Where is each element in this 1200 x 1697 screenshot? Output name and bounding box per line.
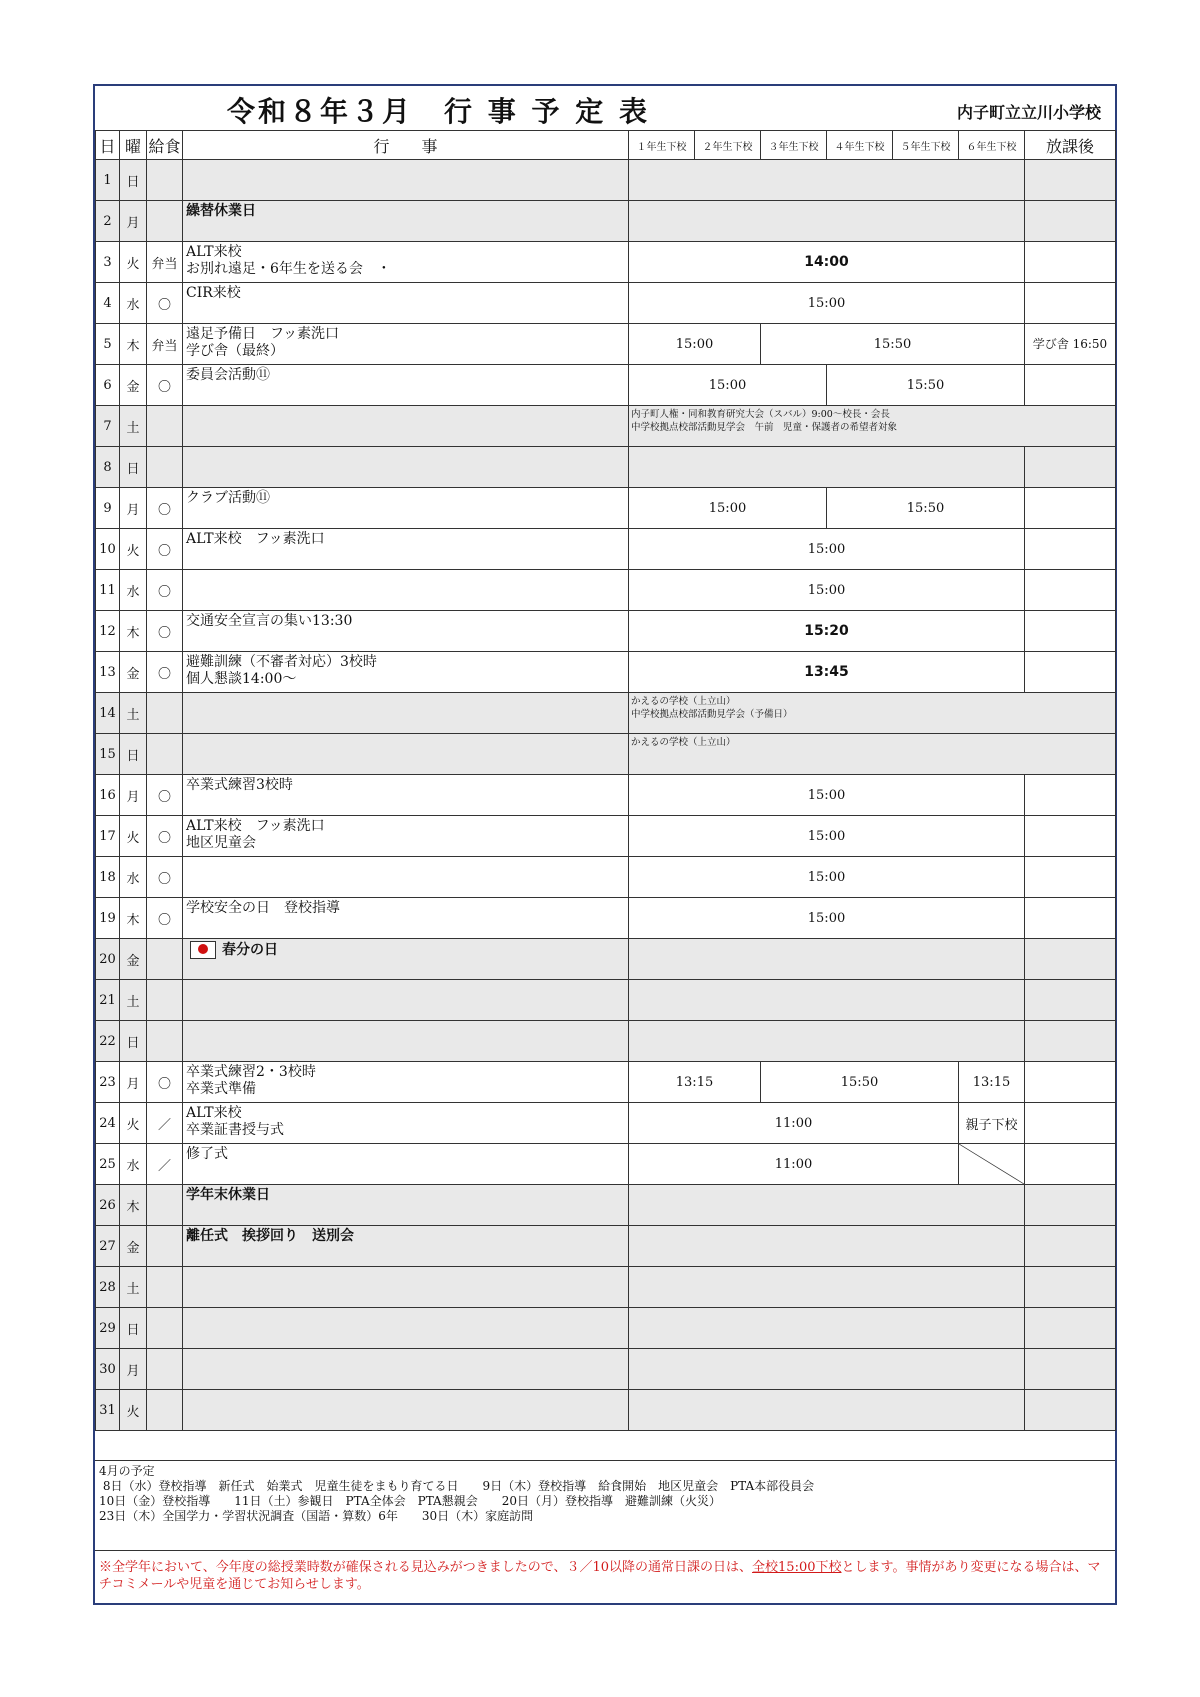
- day-cell: 9: [96, 488, 120, 529]
- event-text: 春分の日: [222, 942, 278, 958]
- dismissal-time: [629, 201, 1025, 242]
- after-school-cell: 学び舎 16:50: [1025, 324, 1116, 365]
- april-line: 10日（金）登校指導 11日（土）参観日 PTA全体会 PTA懇親会 20日（月）登校指導 避難訓練（火災）: [99, 1494, 721, 1508]
- weekday-cell: 金: [120, 939, 147, 980]
- day-cell: 23: [96, 1062, 120, 1103]
- schedule-table: [95, 130, 1116, 1431]
- event-cell: 卒業式練習3校時: [183, 775, 629, 816]
- table-row: [96, 1185, 1116, 1226]
- day-cell: 1: [96, 160, 120, 201]
- col-grade-5: ５年生下校: [893, 131, 959, 160]
- event-cell: 遠足予備日 フッ素洗口 学び舎（最終）: [183, 324, 629, 365]
- weekday-cell: 水: [120, 857, 147, 898]
- table-row: [96, 1308, 1116, 1349]
- event-cell: [183, 406, 629, 447]
- weekday-cell: 月: [120, 488, 147, 529]
- day-cell: 25: [96, 1144, 120, 1185]
- table-row: [96, 1103, 1116, 1144]
- dismissal-time: [629, 1021, 1025, 1062]
- event-cell: 学年末休業日: [183, 1185, 629, 1226]
- day-cell: 18: [96, 857, 120, 898]
- weekday-cell: 月: [120, 1062, 147, 1103]
- after-school-cell: [1025, 160, 1116, 201]
- lunch-cell: [147, 1185, 183, 1226]
- dismissal-time: 11:00: [629, 1103, 959, 1144]
- after-school-cell: [1025, 1062, 1116, 1103]
- event-cell: [183, 857, 629, 898]
- notice-text: とします。事情があり変更になる場合は、マチコミメールや児童を通じてお知らせします。: [99, 1560, 1101, 1592]
- table-row: [96, 816, 1116, 857]
- dismissal-time: 11:00: [629, 1144, 959, 1185]
- weekday-cell: 金: [120, 1226, 147, 1267]
- after-school-cell: [1025, 447, 1116, 488]
- table-row: [96, 406, 1116, 447]
- event-cell: [183, 980, 629, 1021]
- day-cell: 29: [96, 1308, 120, 1349]
- lunch-cell: [147, 980, 183, 1021]
- lunch-cell: 〇: [147, 775, 183, 816]
- dismissal-time: 13:45: [629, 652, 1025, 693]
- event-cell: ALT来校 フッ素洗口 地区児童会: [183, 816, 629, 857]
- table-row: [96, 1062, 1116, 1103]
- dismissal-time: [629, 939, 1025, 980]
- weekday-cell: 火: [120, 1103, 147, 1144]
- after-school-cell: [1025, 1185, 1116, 1226]
- weekday-cell: 水: [120, 1144, 147, 1185]
- weekday-cell: 水: [120, 283, 147, 324]
- school-name: 内子町立立川小学校: [956, 103, 1101, 122]
- event-cell: [183, 1267, 629, 1308]
- notice-text: ※全学年において、今年度の総授業時数が確保される見込みがつきましたので、３／10以降の通常日課の日は、: [99, 1560, 753, 1575]
- note-cell: かえるの学校（上立山） 中学校拠点校部活動見学会（予備日）: [629, 693, 1116, 734]
- weekday-cell: 木: [120, 611, 147, 652]
- weekday-cell: 木: [120, 324, 147, 365]
- dismissal-time: [629, 160, 1025, 201]
- lunch-cell: [147, 939, 183, 980]
- weekday-cell: 火: [120, 816, 147, 857]
- day-cell: 16: [96, 775, 120, 816]
- lunch-cell: 〇: [147, 652, 183, 693]
- day-cell: 19: [96, 898, 120, 939]
- dismissal-time: 14:00: [629, 242, 1025, 283]
- weekday-cell: 土: [120, 1267, 147, 1308]
- weekday-cell: 日: [120, 447, 147, 488]
- col-grade-2: ２年生下校: [695, 131, 761, 160]
- weekday-cell: 土: [120, 980, 147, 1021]
- table-row: [96, 857, 1116, 898]
- lunch-cell: [147, 1349, 183, 1390]
- table-row: [96, 939, 1116, 980]
- lunch-cell: [147, 201, 183, 242]
- after-school-cell: [1025, 857, 1116, 898]
- day-cell: 22: [96, 1021, 120, 1062]
- table-row: [96, 324, 1116, 365]
- lunch-cell: 〇: [147, 529, 183, 570]
- lunch-cell: 〇: [147, 283, 183, 324]
- lunch-cell: [147, 447, 183, 488]
- after-school-cell: [1025, 1103, 1116, 1144]
- table-row: [96, 775, 1116, 816]
- day-cell: 11: [96, 570, 120, 611]
- day-cell: 31: [96, 1390, 120, 1431]
- dismissal-time: 15:50: [761, 324, 1025, 365]
- day-cell: 5: [96, 324, 120, 365]
- col-weekday: 曜: [120, 131, 147, 160]
- col-events: 行 事: [183, 131, 629, 160]
- event-cell: 卒業式練習2・3校時 卒業式準備: [183, 1062, 629, 1103]
- weekday-cell: 月: [120, 201, 147, 242]
- lunch-cell: 〇: [147, 816, 183, 857]
- after-school-cell: [1025, 939, 1116, 980]
- dismissal-time: 15:00: [629, 857, 1025, 898]
- day-cell: 4: [96, 283, 120, 324]
- dismissal-time: 15:00: [629, 775, 1025, 816]
- weekday-cell: 火: [120, 1390, 147, 1431]
- crossed-cell: [959, 1144, 1025, 1185]
- weekday-cell: 火: [120, 242, 147, 283]
- day-cell: 17: [96, 816, 120, 857]
- event-cell: 繰替休業日: [183, 201, 629, 242]
- col-lunch: 給食: [147, 131, 183, 160]
- table-row: [96, 898, 1116, 939]
- after-school-cell: [1025, 1226, 1116, 1267]
- lunch-cell: 弁当: [147, 324, 183, 365]
- april-line: 8日（水）登校指導 新任式 始業式 児童生徒をまもり育てる日 9日（木）登校指導 給食開始 地区児童会 PTA本部役員会: [99, 1479, 815, 1493]
- day-cell: 13: [96, 652, 120, 693]
- day-cell: 12: [96, 611, 120, 652]
- weekday-cell: 土: [120, 406, 147, 447]
- lunch-cell: 〇: [147, 857, 183, 898]
- lunch-cell: 〇: [147, 611, 183, 652]
- event-cell: [183, 939, 629, 980]
- after-school-cell: [1025, 816, 1116, 857]
- after-school-cell: [1025, 570, 1116, 611]
- weekday-cell: 火: [120, 529, 147, 570]
- table-row: [96, 693, 1116, 734]
- dismissal-time: 15:00: [629, 365, 827, 406]
- after-school-cell: [1025, 1267, 1116, 1308]
- lunch-cell: [147, 693, 183, 734]
- april-line: 23日（木）全国学力・学習状況調査（国語・算数）6年 30日（木）家庭訪問: [99, 1509, 534, 1523]
- weekday-cell: 日: [120, 160, 147, 201]
- table-row: [96, 160, 1116, 201]
- weekday-cell: 土: [120, 693, 147, 734]
- col-after-school: 放課後: [1025, 131, 1116, 160]
- after-school-cell: [1025, 1144, 1116, 1185]
- table-row: [96, 242, 1116, 283]
- page-title: 令和８年３月 行 事 予 定 表: [227, 95, 650, 128]
- national-flag-icon: [190, 941, 216, 959]
- note-cell: かえるの学校（上立山）: [629, 734, 1116, 775]
- dismissal-time: [629, 1390, 1025, 1431]
- after-school-cell: [1025, 980, 1116, 1021]
- lunch-cell: [147, 406, 183, 447]
- event-cell: 委員会活動⑪: [183, 365, 629, 406]
- event-cell: [183, 1308, 629, 1349]
- day-cell: 20: [96, 939, 120, 980]
- day-cell: 27: [96, 1226, 120, 1267]
- after-school-cell: [1025, 1021, 1116, 1062]
- dismissal-time: 15:00: [629, 529, 1025, 570]
- day-cell: 15: [96, 734, 120, 775]
- lunch-cell: [147, 1308, 183, 1349]
- col-grade-4: ４年生下校: [827, 131, 893, 160]
- dismissal-time: [629, 1226, 1025, 1267]
- after-school-cell: [1025, 1390, 1116, 1431]
- dismissal-time: 15:50: [827, 365, 1025, 406]
- lunch-cell: [147, 160, 183, 201]
- lunch-cell: 〇: [147, 488, 183, 529]
- day-cell: 7: [96, 406, 120, 447]
- dismissal-time: [629, 1349, 1025, 1390]
- event-cell: [183, 1390, 629, 1431]
- dismissal-time: 15:50: [827, 488, 1025, 529]
- table-row: [96, 652, 1116, 693]
- table-row: [96, 734, 1116, 775]
- event-cell: [183, 734, 629, 775]
- event-cell: ALT来校 お別れ遠足・6年生を送る会 ・: [183, 242, 629, 283]
- dismissal-time: [629, 980, 1025, 1021]
- weekday-cell: 木: [120, 898, 147, 939]
- dismissal-time: 15:00: [629, 570, 1025, 611]
- dismissal-time: 15:00: [629, 283, 1025, 324]
- notice-highlight: 全校15:00下校: [752, 1560, 842, 1575]
- event-cell: 交通安全宣言の集い13:30: [183, 611, 629, 652]
- day-cell: 8: [96, 447, 120, 488]
- sheet-header: [95, 86, 1115, 130]
- dismissal-time: [629, 447, 1025, 488]
- weekday-cell: 木: [120, 1185, 147, 1226]
- event-cell: [183, 1349, 629, 1390]
- day-cell: 2: [96, 201, 120, 242]
- col-grade-1: １年生下校: [629, 131, 695, 160]
- event-cell: ALT来校 フッ素洗口: [183, 529, 629, 570]
- weekday-cell: 日: [120, 1021, 147, 1062]
- day-cell: 14: [96, 693, 120, 734]
- day-cell: 30: [96, 1349, 120, 1390]
- after-school-cell: [1025, 201, 1116, 242]
- dismissal-time: 13:15: [959, 1062, 1025, 1103]
- dismissal-time: [629, 1308, 1025, 1349]
- note-cell: 内子町人権・同和教育研究大会（スバル）9:00〜校長・会長 中学校拠点校部活動見学会 午前 児童・保護者の希望者対象: [629, 406, 1116, 447]
- after-school-cell: [1025, 1349, 1116, 1390]
- col-grade-6: ６年生下校: [959, 131, 1025, 160]
- day-cell: 28: [96, 1267, 120, 1308]
- event-cell: クラブ活動⑪: [183, 488, 629, 529]
- event-cell: [183, 160, 629, 201]
- lunch-cell: 〇: [147, 365, 183, 406]
- weekday-cell: 日: [120, 734, 147, 775]
- day-cell: 6: [96, 365, 120, 406]
- lunch-cell: ／: [147, 1103, 183, 1144]
- after-school-cell: [1025, 488, 1116, 529]
- after-school-cell: [1025, 652, 1116, 693]
- schedule-sheet: [93, 84, 1117, 1605]
- lunch-cell: [147, 1021, 183, 1062]
- after-school-cell: [1025, 1308, 1116, 1349]
- table-row: [96, 1226, 1116, 1267]
- event-cell: [183, 447, 629, 488]
- weekday-cell: 金: [120, 365, 147, 406]
- after-school-cell: [1025, 611, 1116, 652]
- after-school-cell: [1025, 898, 1116, 939]
- dismissal-time: 15:00: [629, 898, 1025, 939]
- weekday-cell: 水: [120, 570, 147, 611]
- lunch-cell: 弁当: [147, 242, 183, 283]
- weekday-cell: 金: [120, 652, 147, 693]
- dismissal-time: 15:00: [629, 816, 1025, 857]
- lunch-cell: ／: [147, 1144, 183, 1185]
- event-cell: [183, 693, 629, 734]
- day-cell: 3: [96, 242, 120, 283]
- table-row: [96, 1390, 1116, 1431]
- notice: [95, 1550, 1115, 1605]
- table-row: [96, 611, 1116, 652]
- lunch-cell: [147, 1226, 183, 1267]
- dismissal-time: 15:00: [629, 324, 761, 365]
- lunch-cell: 〇: [147, 898, 183, 939]
- table-row: [96, 365, 1116, 406]
- table-row: [96, 283, 1116, 324]
- after-school-cell: [1025, 365, 1116, 406]
- table-row: [96, 447, 1116, 488]
- dismissal-time: 15:50: [761, 1062, 959, 1103]
- table-row: [96, 1349, 1116, 1390]
- dismissal-time: [629, 1185, 1025, 1226]
- column-headers: [96, 131, 1116, 160]
- dismissal-time: 15:20: [629, 611, 1025, 652]
- lunch-cell: 〇: [147, 1062, 183, 1103]
- lunch-cell: [147, 1390, 183, 1431]
- table-row: [96, 980, 1116, 1021]
- event-cell: 離任式 挨拶回り 送別会: [183, 1226, 629, 1267]
- april-plans: [95, 1460, 1115, 1550]
- event-cell: 避難訓練（不審者対応）3校時 個人懇談14:00〜: [183, 652, 629, 693]
- after-school-cell: [1025, 242, 1116, 283]
- table-row: [96, 201, 1116, 242]
- table-row: [96, 570, 1116, 611]
- col-grade-3: ３年生下校: [761, 131, 827, 160]
- table-row: [96, 529, 1116, 570]
- table-row: [96, 1021, 1116, 1062]
- event-cell: CIR来校: [183, 283, 629, 324]
- day-cell: 10: [96, 529, 120, 570]
- after-school-cell: [1025, 529, 1116, 570]
- day-cell: 21: [96, 980, 120, 1021]
- after-school-cell: [1025, 283, 1116, 324]
- event-cell: ALT来校 卒業証書授与式: [183, 1103, 629, 1144]
- lunch-cell: [147, 734, 183, 775]
- event-cell: [183, 570, 629, 611]
- lunch-cell: [147, 1267, 183, 1308]
- day-cell: 24: [96, 1103, 120, 1144]
- dismissal-time: 13:15: [629, 1062, 761, 1103]
- weekday-cell: 月: [120, 775, 147, 816]
- dismissal-time: [629, 1267, 1025, 1308]
- event-cell: [183, 1021, 629, 1062]
- dismissal-time: 15:00: [629, 488, 827, 529]
- after-school-cell: [1025, 775, 1116, 816]
- april-heading: 4月の予定: [99, 1464, 155, 1478]
- lunch-cell: 〇: [147, 570, 183, 611]
- event-cell: 修了式: [183, 1144, 629, 1185]
- weekday-cell: 日: [120, 1308, 147, 1349]
- col-day: 日: [96, 131, 120, 160]
- dismissal-time: 親子下校: [959, 1103, 1025, 1144]
- table-row: [96, 1267, 1116, 1308]
- day-cell: 26: [96, 1185, 120, 1226]
- table-row: [96, 488, 1116, 529]
- weekday-cell: 月: [120, 1349, 147, 1390]
- table-row: [96, 1144, 1116, 1185]
- event-cell: 学校安全の日 登校指導: [183, 898, 629, 939]
